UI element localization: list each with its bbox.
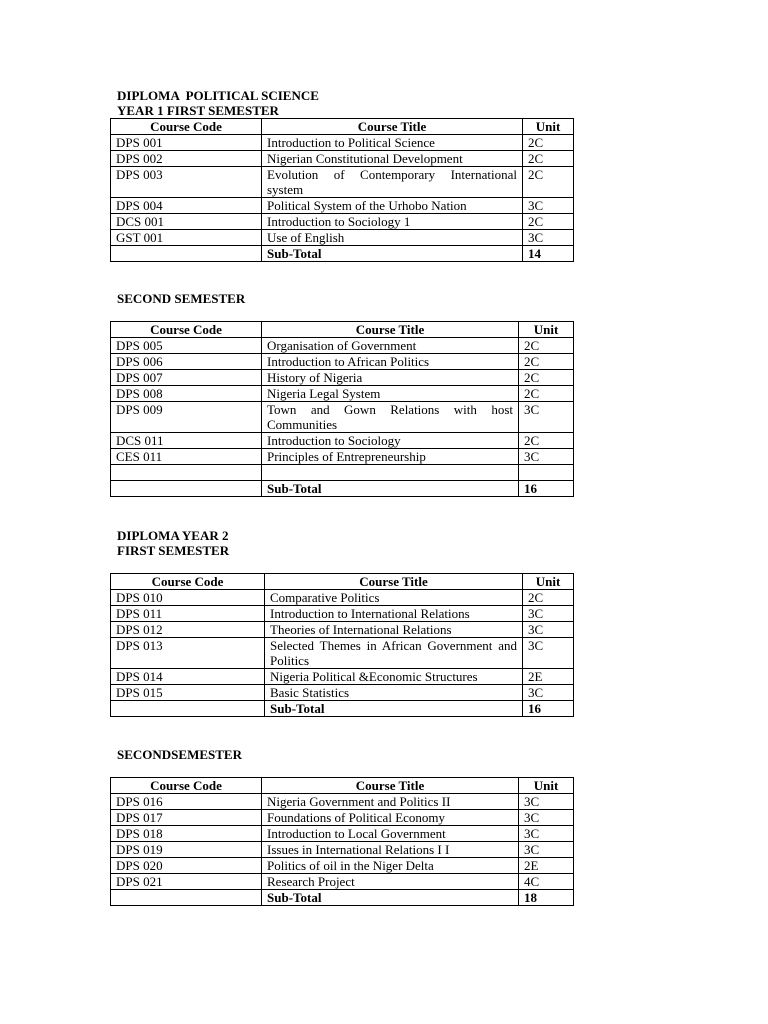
course-code: DPS 015 <box>111 685 265 701</box>
table-header-row <box>111 574 574 590</box>
course-unit: 3C <box>519 449 574 465</box>
course-title: Introduction to Sociology <box>262 433 519 449</box>
subtotal-label: Sub-Total <box>262 481 519 497</box>
subtotal-value: 16 <box>519 481 574 497</box>
course-title: Introduction to International Relations <box>265 606 523 622</box>
table-row <box>111 135 574 151</box>
course-unit: 3C <box>523 685 574 701</box>
course-code: DPS 012 <box>111 622 265 638</box>
table-row <box>111 590 574 606</box>
table-row <box>111 167 574 198</box>
column-header-code: Course Code <box>111 574 265 590</box>
table-row <box>111 151 574 167</box>
empty-cell <box>262 465 519 481</box>
table-row <box>111 685 574 701</box>
subtotal-row <box>111 481 574 497</box>
course-title: Organisation of Government <box>262 338 519 354</box>
course-title: Research Project <box>262 874 519 890</box>
subtotal-empty-cell <box>111 701 265 717</box>
table-row <box>111 370 574 386</box>
course-title: Introduction to Sociology 1 <box>262 214 523 230</box>
course-title: Politics of oil in the Niger Delta <box>262 858 519 874</box>
table-row <box>111 638 574 669</box>
column-header-title: Course Title <box>262 119 523 135</box>
course-title: History of Nigeria <box>262 370 519 386</box>
section-subheading: YEAR 1 FIRST SEMESTER <box>117 103 279 118</box>
course-title: Introduction to African Politics <box>262 354 519 370</box>
column-header-unit: Unit <box>519 322 574 338</box>
course-title: Issues in International Relations I I <box>262 842 519 858</box>
course-table-year1-sem1 <box>110 118 574 262</box>
course-code: DCS 001 <box>111 214 262 230</box>
table-header-row <box>111 322 574 338</box>
course-unit: 2C <box>523 135 574 151</box>
course-unit: 3C <box>523 606 574 622</box>
section-heading: SECOND SEMESTER <box>117 291 246 306</box>
course-title: Use of English <box>262 230 523 246</box>
subtotal-empty-cell <box>111 481 262 497</box>
table-header-row <box>111 119 574 135</box>
section-heading: SECONDSEMESTER <box>117 747 242 762</box>
course-unit: 2C <box>519 433 574 449</box>
table-row <box>111 214 574 230</box>
table-row <box>111 794 574 810</box>
table-row <box>111 433 574 449</box>
column-header-code: Course Code <box>111 119 262 135</box>
section-heading: DIPLOMA YEAR 2 <box>117 528 229 543</box>
course-title: Theories of International Relations <box>265 622 523 638</box>
table-row <box>111 338 574 354</box>
course-code: DPS 013 <box>111 638 265 669</box>
course-code: DPS 014 <box>111 669 265 685</box>
empty-cell <box>111 465 262 481</box>
section-subheading: FIRST SEMESTER <box>117 543 230 558</box>
course-title: Principles of Entrepreneurship <box>262 449 519 465</box>
course-code: GST 001 <box>111 230 262 246</box>
course-unit: 3C <box>519 842 574 858</box>
subtotal-row <box>111 701 574 717</box>
course-code: DPS 011 <box>111 606 265 622</box>
table-row <box>111 622 574 638</box>
course-table-year2-sem1 <box>110 573 574 717</box>
subtotal-empty-cell <box>111 246 262 262</box>
course-unit: 2E <box>519 858 574 874</box>
column-header-title: Course Title <box>262 778 519 794</box>
column-header-title: Course Title <box>265 574 523 590</box>
table-row <box>111 826 574 842</box>
course-code: DPS 008 <box>111 386 262 402</box>
table-row <box>111 842 574 858</box>
subtotal-label: Sub-Total <box>265 701 523 717</box>
course-unit: 3C <box>523 198 574 214</box>
course-code: DPS 018 <box>111 826 262 842</box>
course-title: Town and Gown Relations with host Communities <box>262 402 519 433</box>
table-row <box>111 230 574 246</box>
course-code: DPS 006 <box>111 354 262 370</box>
course-unit: 2C <box>519 354 574 370</box>
column-header-code: Course Code <box>111 778 262 794</box>
course-title: Introduction to Local Government <box>262 826 519 842</box>
table-row <box>111 449 574 465</box>
subtotal-value: 16 <box>523 701 574 717</box>
table-row <box>111 606 574 622</box>
table-row <box>111 810 574 826</box>
course-code: DPS 007 <box>111 370 262 386</box>
course-unit: 2C <box>523 151 574 167</box>
table-row <box>111 402 574 433</box>
course-code: DPS 004 <box>111 198 262 214</box>
column-header-unit: Unit <box>519 778 574 794</box>
table-row <box>111 354 574 370</box>
course-code: DPS 019 <box>111 842 262 858</box>
course-code: DCS 011 <box>111 433 262 449</box>
subtotal-value: 18 <box>519 890 574 906</box>
course-table-year1-sem2 <box>110 321 574 497</box>
course-title: Selected Themes in African Government and Politics <box>265 638 523 669</box>
course-code: DPS 010 <box>111 590 265 606</box>
course-code: DPS 009 <box>111 402 262 433</box>
subtotal-empty-cell <box>111 890 262 906</box>
course-code: DPS 017 <box>111 810 262 826</box>
course-unit: 3C <box>523 638 574 669</box>
course-code: DPS 001 <box>111 135 262 151</box>
course-title: Introduction to Political Science <box>262 135 523 151</box>
subtotal-value: 14 <box>523 246 574 262</box>
course-unit: 2E <box>523 669 574 685</box>
course-title: Nigeria Political &Economic Structures <box>265 669 523 685</box>
column-header-code: Course Code <box>111 322 262 338</box>
course-unit: 2C <box>523 590 574 606</box>
section-heading: DIPLOMA POLITICAL SCIENCE <box>117 88 319 103</box>
course-code: DPS 016 <box>111 794 262 810</box>
table-row <box>111 858 574 874</box>
course-title: Political System of the Urhobo Nation <box>262 198 523 214</box>
course-title: Nigeria Government and Politics II <box>262 794 519 810</box>
course-title: Nigeria Legal System <box>262 386 519 402</box>
course-unit: 4C <box>519 874 574 890</box>
table-row <box>111 669 574 685</box>
subtotal-row <box>111 246 574 262</box>
course-title: Evolution of Contemporary International system <box>262 167 523 198</box>
course-unit: 3C <box>519 810 574 826</box>
course-unit: 3C <box>519 794 574 810</box>
empty-cell <box>519 465 574 481</box>
subtotal-label: Sub-Total <box>262 246 523 262</box>
course-title: Nigerian Constitutional Development <box>262 151 523 167</box>
subtotal-row <box>111 890 574 906</box>
column-header-unit: Unit <box>523 119 574 135</box>
course-code: DPS 002 <box>111 151 262 167</box>
empty-row <box>111 465 574 481</box>
course-title: Foundations of Political Economy <box>262 810 519 826</box>
column-header-unit: Unit <box>523 574 574 590</box>
course-unit: 3C <box>523 230 574 246</box>
course-unit: 2C <box>519 370 574 386</box>
course-unit: 3C <box>519 402 574 433</box>
course-unit: 2C <box>523 214 574 230</box>
course-code: DPS 005 <box>111 338 262 354</box>
course-unit: 2C <box>523 167 574 198</box>
course-title: Comparative Politics <box>265 590 523 606</box>
table-row <box>111 386 574 402</box>
column-header-title: Course Title <box>262 322 519 338</box>
table-row <box>111 198 574 214</box>
course-code: CES 011 <box>111 449 262 465</box>
course-unit: 3C <box>519 826 574 842</box>
table-header-row <box>111 778 574 794</box>
course-unit: 2C <box>519 338 574 354</box>
course-code: DPS 003 <box>111 167 262 198</box>
course-unit: 3C <box>523 622 574 638</box>
table-row <box>111 874 574 890</box>
course-unit: 2C <box>519 386 574 402</box>
course-code: DPS 020 <box>111 858 262 874</box>
subtotal-label: Sub-Total <box>262 890 519 906</box>
course-table-year2-sem2 <box>110 777 574 906</box>
course-title: Basic Statistics <box>265 685 523 701</box>
course-code: DPS 021 <box>111 874 262 890</box>
